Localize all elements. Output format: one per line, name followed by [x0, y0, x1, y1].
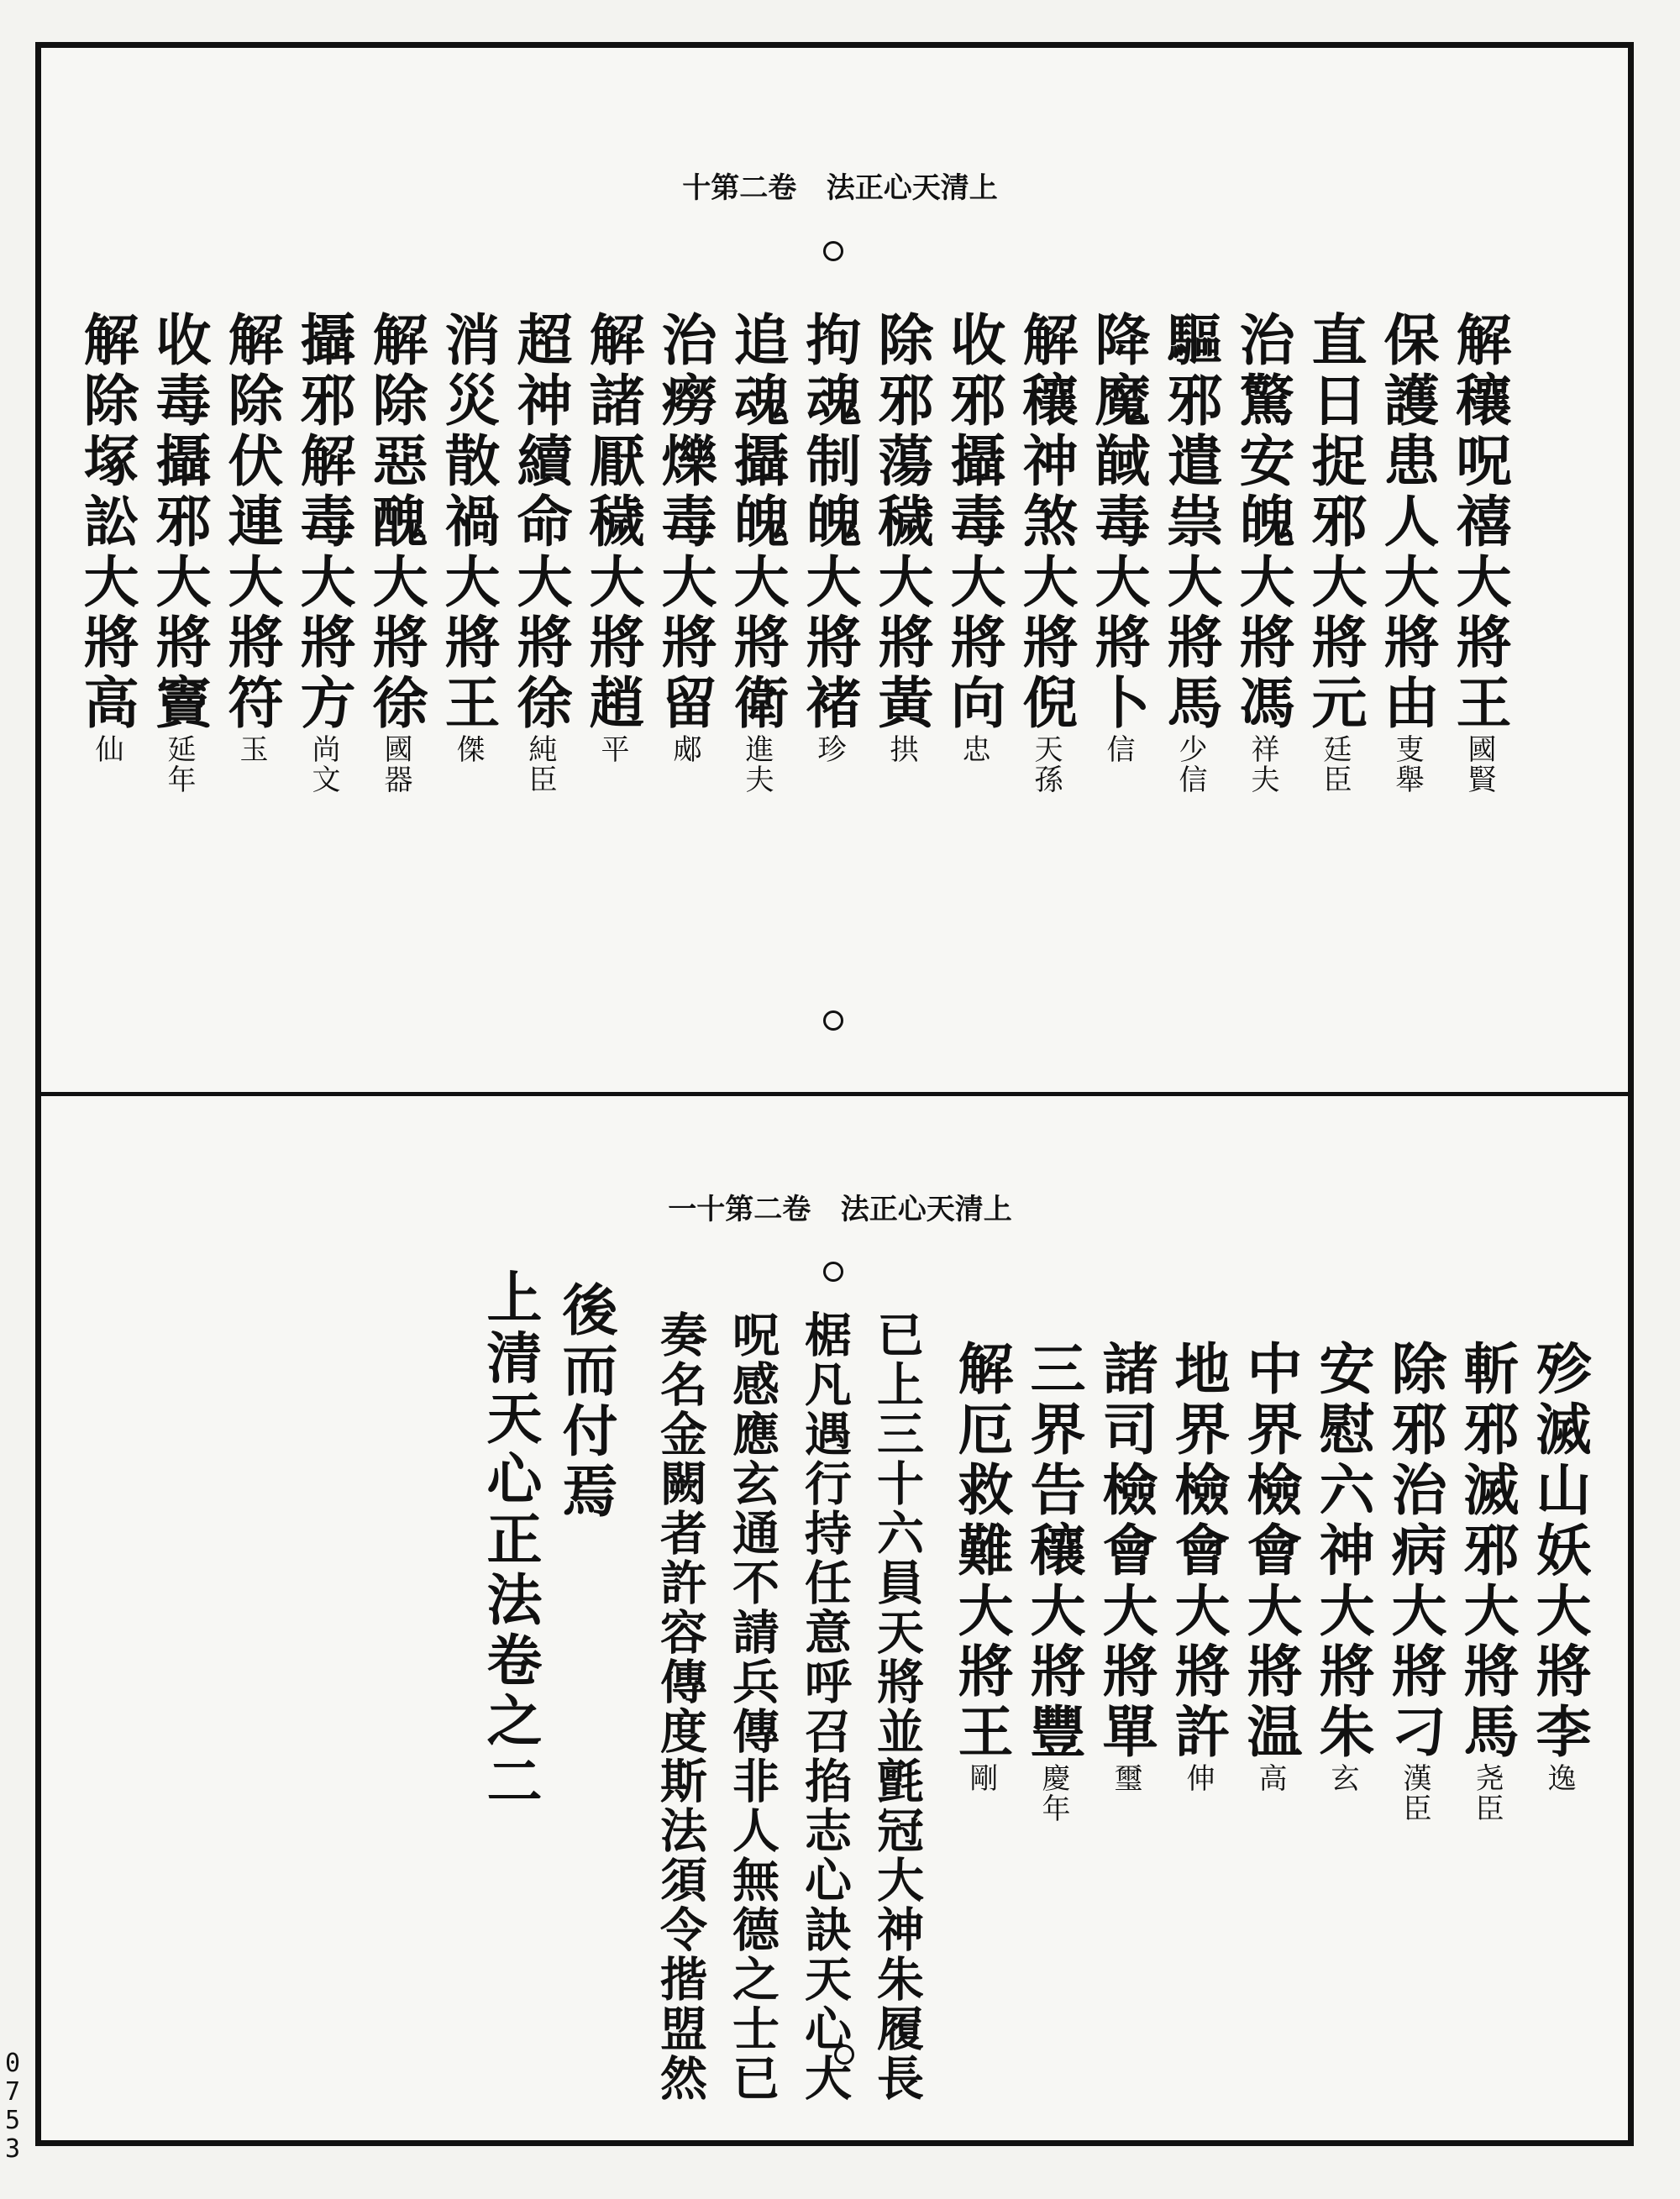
- column: 地界檢會大將許伸: [1165, 1340, 1231, 1793]
- column: 攝邪解毒大將方尚文: [291, 311, 356, 795]
- column: 奏名金闕者許容傳度斯法須令揩盟然: [653, 1310, 708, 2103]
- column: 驅邪遣祟大將馬少信: [1158, 311, 1223, 795]
- column: 三界告穰大將豐慶年: [1021, 1340, 1086, 1824]
- column: 已上三十六員天將並氈冠大神朱履長: [869, 1310, 925, 2103]
- column: 治驚安魄大將馮祥夫: [1230, 311, 1295, 795]
- column: 保護患人大將由叓舉: [1374, 311, 1440, 795]
- column: 解除伏連大將符玉: [218, 311, 284, 764]
- column: 超神續命大將徐純臣: [507, 311, 573, 795]
- column: 降魔馘毒大將卜信: [1085, 311, 1151, 764]
- column: 斬邪滅邪大將馬尧臣: [1454, 1340, 1520, 1824]
- column: 諸司檢會大將單璽: [1093, 1340, 1158, 1793]
- column: 解除塚訟大將高仙: [74, 311, 139, 764]
- column: 直日捉邪大將元廷臣: [1302, 311, 1368, 795]
- column: 安慰六神大將朱玄: [1310, 1340, 1375, 1793]
- column: 解除惡醜大將徐國器: [363, 311, 428, 795]
- column: 呪感應玄通不請兵傳非人無德之士已: [725, 1310, 780, 2103]
- column: 解穰呪禧大將王國賢: [1446, 311, 1512, 795]
- top-header: 十第二卷 法正心天清上: [682, 171, 998, 205]
- column: 後而付焉: [553, 1281, 618, 1523]
- column: 解諸厭穢大將趙平: [580, 311, 645, 764]
- column: 收毒攝邪大將竇延年: [146, 311, 212, 795]
- column: 除邪蕩穢大將黃拱: [869, 311, 934, 764]
- column: 收邪攝毒大將向忠: [941, 311, 1006, 764]
- column: 消災散禍大將王傑: [435, 311, 501, 764]
- volume-number: 0 7 5 3: [4, 2049, 21, 2164]
- column: 解厄救難大將王剛: [948, 1340, 1014, 1793]
- column: 追魂攝魄大將衛進夫: [724, 311, 790, 795]
- bottom-header: 一十第二卷 法正心天清上: [668, 1193, 1012, 1226]
- column: 上清天心正法卷之二: [477, 1268, 543, 1813]
- column: 中界檢會大將温高: [1237, 1340, 1303, 1793]
- page-divider: [35, 1092, 1634, 1096]
- column: 解穰神煞大將倪天孫: [1013, 311, 1079, 795]
- column: 殄滅山妖大將李逸: [1526, 1340, 1592, 1793]
- circle-mark-icon: [823, 1010, 843, 1031]
- circle-mark-icon: [823, 241, 843, 261]
- circle-mark-icon: [823, 1262, 843, 1282]
- column: 除邪治病大將刁漢臣: [1382, 1340, 1447, 1824]
- column: 治癆爍毒大將留郕: [652, 311, 717, 764]
- column: 椐凡遇行持任意呼召掐志心訣天心大: [797, 1310, 853, 2103]
- column: 拘魂制魄大將褚珍: [796, 311, 862, 764]
